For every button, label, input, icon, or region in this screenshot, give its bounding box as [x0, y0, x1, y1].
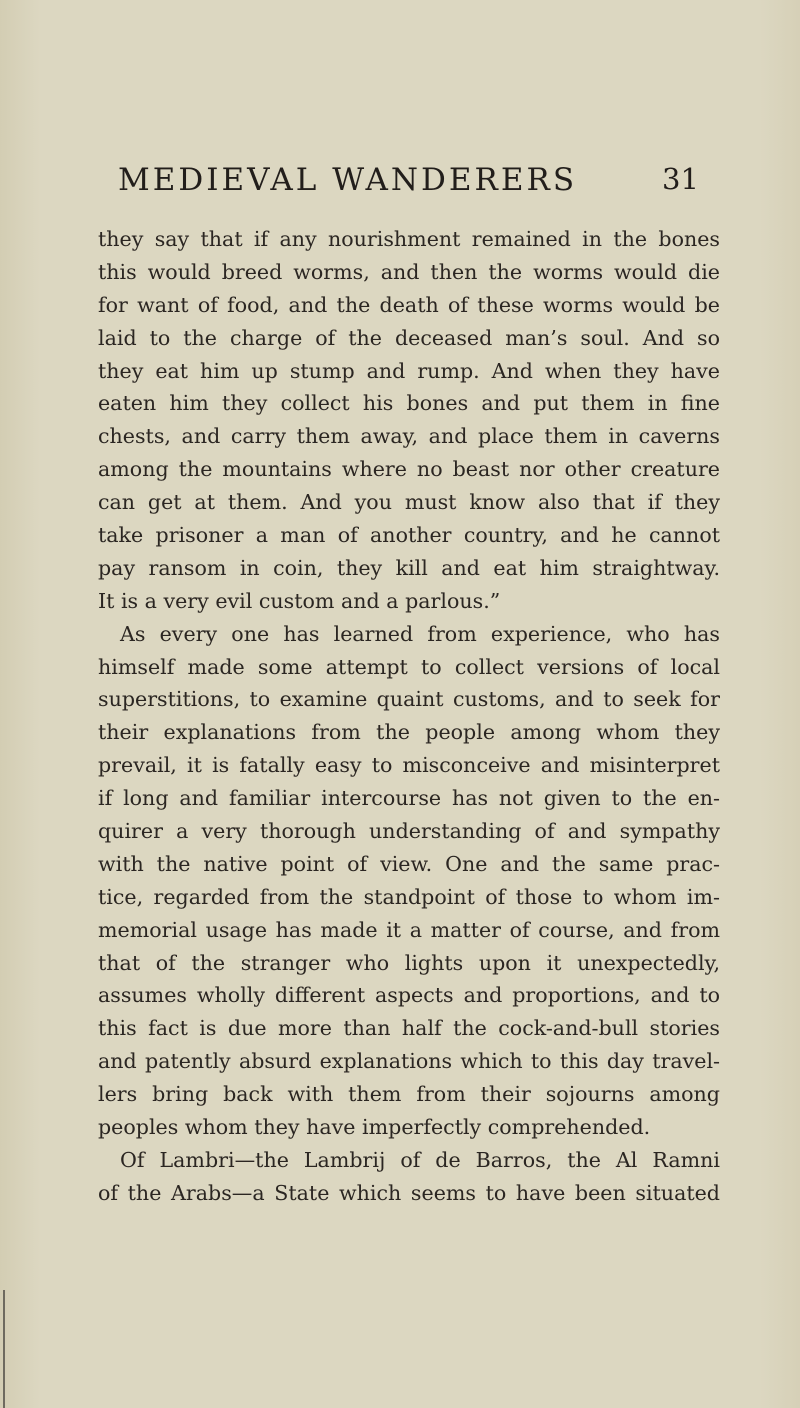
- paragraph-start-line: As every one has learned from experience, who has: [120, 621, 720, 646]
- paragraph-end-line: peoples whom they have imperfectly comprehended.: [98, 1115, 651, 1140]
- text-line: and patently absurd explanations which to this day travel-: [98, 1049, 720, 1074]
- page-edge-line: [3, 1290, 5, 1408]
- text-line: this fact is due more than half the cock-and-bull stories: [98, 1016, 720, 1041]
- paragraph-end-line: It is a very evil custom and a parlous.”: [98, 588, 501, 613]
- text-line: assumes wholly different aspects and proportions, and to: [98, 983, 720, 1008]
- text-line: memorial usage has made it a matter of course, and from: [98, 917, 720, 942]
- text-line: can get at them. And you must know also that if they: [98, 490, 720, 515]
- running-head: [0, 162, 800, 202]
- running-head-title: MEDIEVAL WANDERERS: [118, 162, 578, 198]
- text-line: prevail, it is fatally easy to misconceive and misinterpret: [98, 753, 720, 778]
- body-text: [98, 223, 720, 1210]
- text-line: pay ransom in coin, they kill and eat him straightway.: [98, 555, 720, 580]
- text-line: superstitions, to examine quaint customs, and to seek for: [98, 687, 720, 712]
- page-number: 31: [662, 162, 699, 196]
- text-line: if long and familiar intercourse has not given to the en-: [98, 786, 720, 811]
- text-line: lers bring back with them from their sojourns among: [98, 1082, 720, 1107]
- text-line: of the Arabs—a State which seems to have been situated: [98, 1180, 720, 1205]
- text-line: laid to the charge of the deceased man’s soul. And so: [98, 325, 720, 350]
- text-line: himself made some attempt to collect versions of local: [98, 654, 720, 679]
- text-line: that of the stranger who lights upon it unexpectedly,: [98, 950, 720, 975]
- text-line: with the native point of view. One and the same prac-: [98, 851, 720, 876]
- text-line: this would breed worms, and then the worms would die: [98, 259, 720, 284]
- text-line: they say that if any nourishment remained in the bones: [98, 227, 720, 251]
- text-line: tice, regarded from the standpoint of those to whom im-: [98, 884, 720, 909]
- text-line: among the mountains where no beast nor other creature: [98, 457, 720, 482]
- text-line: take prisoner a man of another country, and he cannot: [98, 523, 720, 548]
- paragraph-start-line: Of Lambri—the Lambrij of de Barros, the Al Ramni: [120, 1147, 720, 1172]
- text-line: they eat him up stump and rump. And when they have: [98, 358, 720, 383]
- text-line: quirer a very thorough understanding of and sympathy: [98, 819, 720, 844]
- text-line: chests, and carry them away, and place them in caverns: [98, 424, 720, 449]
- text-line: eaten him they collect his bones and put them in fine: [98, 391, 720, 416]
- text-line: their explanations from the people among whom they: [98, 720, 720, 745]
- text-line: for want of food, and the death of these worms would be: [98, 292, 720, 317]
